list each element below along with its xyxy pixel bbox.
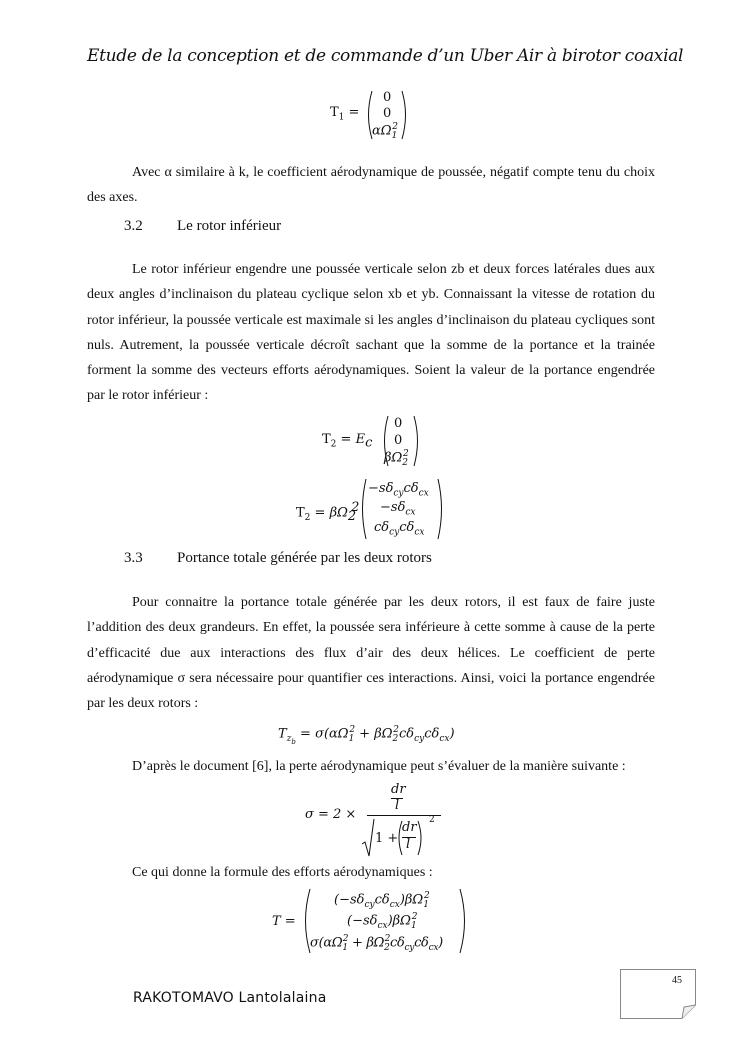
left-paren-icon — [358, 478, 368, 540]
paragraph-aero-loss: D’après le document [6], la perte aérodynamique peut s’évaluer de la manière suivante : — [132, 759, 626, 774]
eq-t1-row1: 0 — [383, 90, 392, 105]
right-paren-icon — [412, 415, 422, 467]
equation-t-vector: T = $(-s\delta_{cy}c\delta_{cx})\beta\Omega_1^2$ $(-s\delta_{cx})\beta\Omega_1^2$ $\sigma(\alpha\Omega_1^2 + \beta\Omega_2^2c\delta_{cy}c\delta_{cx})$ — [272, 888, 472, 954]
eq-t1-equals: = — [344, 105, 360, 120]
footer-author: RAKOTOMAVO Lantolalaina — [133, 990, 327, 1006]
paragraph-total-lift: Pour connaitre la portance totale générée par les deux rotors, il est faux de faire juste l’addition des deux grandeurs. En effet, la poussée sera inférieure à cette somme à cause de la perte d’efficacité due aux interactions des flux d’air des deux hélices. Le coefficient de perte aérodynamique σ sera nécessaire pour quantifier ces interactions. Ainsi, voici la portance engendrée par les deux rotors : — [87, 595, 655, 712]
page-number-box-icon — [620, 969, 696, 1019]
sqrt-icon — [361, 818, 375, 858]
right-paren-icon — [400, 90, 410, 140]
section-number: 3.3 — [124, 550, 143, 566]
equation-sigma: σ = 2 × dr l 1 + dr l 2 — [305, 782, 445, 860]
eq-t1-row2: 0 — [383, 106, 392, 121]
equation-t1 — [330, 90, 420, 140]
paragraph-alpha-coefficient: Avec α similaire à k, le coefficient aérodynamique de poussée, négatif compte tenu du choix des axes. — [87, 165, 655, 206]
equation-t2-vector: $T_2 = \beta\Omega_2^2$ $-s\delta_{cy}c\delta_{cx}$ $-s\delta_{cx}$ $c\delta_{cy}c\delta_{cx}$ — [296, 478, 456, 540]
right-paren-icon — [417, 820, 425, 856]
section-title: Portance totale générée par les deux rotors — [177, 550, 432, 566]
running-header: Etude de la conception et de commande d’un Uber Air à birotor coaxial — [87, 46, 684, 66]
page-number: 45 — [672, 975, 682, 986]
paragraph-aero-forces: Ce qui donne la formule des efforts aérodynamiques : — [132, 865, 433, 880]
section-number: 3.2 — [124, 218, 143, 234]
eq-t1-lhs-sub: 1 — [338, 112, 345, 123]
eq-t1-row3: $\alpha\Omega_1^2$ — [372, 122, 399, 141]
eq-t1-lhs: T — [330, 105, 339, 120]
right-paren-icon — [458, 888, 470, 954]
equation-tzb: $T_{z_b} = \sigma(\alpha\Omega_1^2 + \beta\Omega_2^2c\delta_{cy}c\delta_{cx})$ — [278, 725, 455, 746]
equation-t2-ec: $T_2 = E_c$ 0 0 $\beta\Omega_2^2$ — [322, 415, 432, 467]
right-paren-icon — [436, 478, 446, 540]
section-title: Le rotor inférieur — [177, 218, 282, 234]
paragraph-lower-rotor: Le rotor inférieur engendre une poussée verticale selon zb et deux forces latérales dues aux deux angles d’inclinaison du plateau cyclique selon xb et yb. Connaissant la vitesse de rotation du rotor inférieur, la poussée verticale est maximale si les angles d’inclinaison du plateau cycliques sont nuls. Autrement, la poussée verticale décroît sachant que la somme de la portance et la trainée forment la somme des vecteurs efforts aérodynamiques. Soient la valeur de la portance engendrée par le rotor inférieur : — [87, 262, 655, 404]
